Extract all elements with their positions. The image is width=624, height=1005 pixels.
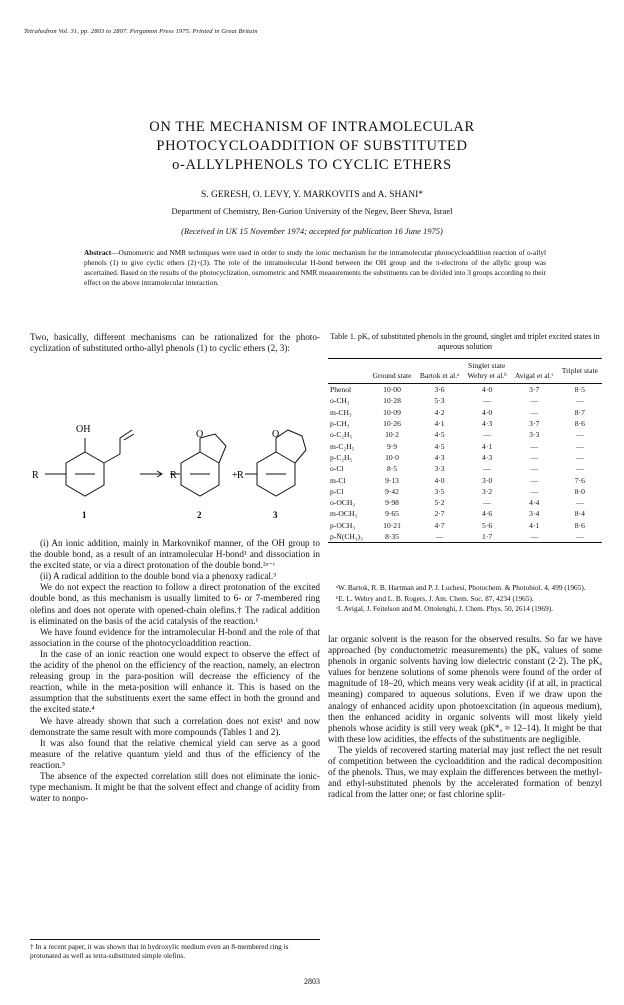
compound-number-3: 3 xyxy=(273,510,278,520)
left-paragraph-4: We do not expect the reaction to follow a direct protonation of the excited double bond, as this mechanism is usually limited to 6- or 7-membered ring olefins and does not operate with opened-chain olefins.† The radical addition is eliminated on the basis of the acid catalysis of the reaction.¹ xyxy=(30,582,320,626)
compound-number-1: 1 xyxy=(82,510,87,520)
header-avigal: Avigal et al.ᶜ xyxy=(514,370,554,380)
abstract xyxy=(84,248,546,288)
received-date: (Received in UK 15 November 1974; accepted for publication 16 June 1975) xyxy=(181,226,443,236)
table-cell: 1·7 xyxy=(482,532,493,541)
table-row xyxy=(328,463,602,474)
title-line-2: PHOTOCYCLOADDITION OF SUBSTITUTED xyxy=(156,138,468,154)
table-row xyxy=(328,486,602,497)
table-footnote-c: ᶜI. Avigal, J. Feitelson and M. Ottolenghi, J. Chem. Phys. 50, 2614 (1969). xyxy=(336,604,553,613)
table-cell: 4·1 xyxy=(529,520,540,530)
r-label-2: R xyxy=(170,470,177,481)
table-cell: — xyxy=(576,532,584,541)
table-cell: — xyxy=(530,475,539,485)
table-cell: 5·3 xyxy=(434,396,445,406)
table-cell: 8·5 xyxy=(386,464,398,474)
left-paragraph-3: (ii) A radical addition to the double bond via a phenoxy radical.³ xyxy=(40,571,276,582)
table-cell: 3·6 xyxy=(434,385,445,395)
affiliation: Department of Chemistry, Ben-Gurion University of the Negev, Beer Sheva, Israel xyxy=(171,206,453,216)
table-cell: 4·1 xyxy=(434,419,445,429)
table-cell: — xyxy=(576,464,584,474)
table-row-label: o-Cl xyxy=(330,464,344,474)
table-cell: 3·0 xyxy=(482,475,493,485)
table-row-label: Phenol xyxy=(330,385,352,395)
table-body xyxy=(328,384,602,543)
left-paragraph-7: We have already shown that such a correlation does not exist¹ and now demonstrate the same result with more compounds (Tables 1 and 2). xyxy=(30,715,320,737)
table-row-label: m-C₂H₅ xyxy=(330,441,355,451)
plus-sign: + xyxy=(232,470,238,481)
oxygen-label-3: O xyxy=(272,429,280,440)
table-footnote-b: ᵇE. L. Wehry and L. B. Rogers, J. Am. Chem. Soc. 87, 4234 (1965). xyxy=(336,593,534,603)
left-column-top xyxy=(30,332,320,354)
table-footnote-a: ᵃW. Bartok, R. B. Hartman and P. J. Luchesi, Photochem. & Photobiol. 4, 499 (1965). xyxy=(336,583,586,592)
table-cell: 4·0 xyxy=(482,385,493,395)
table-cell: — xyxy=(530,486,539,496)
table-row xyxy=(328,497,602,508)
table-caption: Table 1. pKₐ of substituted phenols in the ground, singlet and triplet excited states in aqueous solution xyxy=(330,332,600,351)
table-row-label: p-CH₃ xyxy=(330,419,350,429)
table-cell: 10·26 xyxy=(383,419,401,429)
table-cell: — xyxy=(435,532,444,541)
table-cell: 9·9 xyxy=(386,441,398,451)
table-row xyxy=(328,531,602,542)
table-cell: 4·5 xyxy=(434,430,445,440)
table-cell: 3·4 xyxy=(529,509,540,519)
journal-citation-line: Tetrahedron Vol. 31, pp. 2803 to 2807. Pergamon Press 1975. Printed in Great Britain xyxy=(24,28,258,35)
table-cell: 4·7 xyxy=(434,520,445,530)
table-cell: 4·3 xyxy=(482,419,493,429)
header-ground: Ground state xyxy=(372,370,412,380)
table-cell: 3·3 xyxy=(434,464,445,474)
table-cell: 4·1 xyxy=(482,441,493,451)
table-row-label: p-N̄(CH₃)₃ xyxy=(330,532,363,541)
left-paragraph-9: The absence of the expected correlation still does not eliminate the ionic-type mechanism. It might be that the solvent effect and change of acidity from water to nonpo- xyxy=(30,770,320,804)
pka-table xyxy=(328,358,602,543)
table-cell: 8·0 xyxy=(574,486,585,496)
table-cell: 8·35 xyxy=(385,532,399,541)
table-cell: 3·5 xyxy=(434,486,445,496)
table-cell: 8·6 xyxy=(574,520,585,530)
table-cell: — xyxy=(530,464,539,474)
table-row xyxy=(328,384,602,396)
table-row xyxy=(328,418,602,429)
right-paragraph-2: The yields of recovered starting material may just reflect the net result of competition between the cycloaddition and the radical decomposition of the phenols. Thus, we may explain the differences between the methyl- and ethyl-substituted phenols by the accelerated formation of benzyl radical from the latter one; or fast chlorine split- xyxy=(328,744,602,800)
table-row-label: p-OCH₃ xyxy=(330,520,356,530)
oxygen-label-2: O xyxy=(196,429,204,440)
abstract-label: Abstract xyxy=(84,248,112,257)
header-bartok: Bartok et al.ᵃ xyxy=(419,370,460,380)
table-row-label: o-CH₃ xyxy=(330,396,350,406)
table-cell: 8·4 xyxy=(574,509,585,519)
table-cell: — xyxy=(576,430,584,440)
left-footnote: † In a recent paper, it was shown that in hydroxylic medium even an 8-membered ring is protonated as well as tetra-substituted simple olefins. xyxy=(30,939,320,961)
left-paragraph-2: (i) An ionic addition, mainly in Markovnikof manner, of the OH group to the double bond, as a result of an intramolecular H-bond¹ and dissociation in the excited state, or via a direct protonation of the double bond.²ᵃ⁻ᶜ xyxy=(30,538,320,571)
table-cell: — xyxy=(530,452,539,462)
table-row xyxy=(328,429,602,440)
table-cell: 10·09 xyxy=(383,407,401,417)
table-cell: 7·6 xyxy=(574,475,585,485)
table-row xyxy=(328,395,602,406)
table-footnotes xyxy=(328,583,602,615)
table-row xyxy=(328,474,602,485)
table-row xyxy=(328,508,602,519)
table-cell: 3·2 xyxy=(482,486,493,496)
table-cell: 10·00 xyxy=(383,385,401,395)
header-wehry: Wehry et al.ᵇ xyxy=(467,370,507,380)
table-row-label: o-OCH₃ xyxy=(330,498,356,508)
page-number: 2803 xyxy=(304,977,320,986)
left-paragraph-5: We have found evidence for the intramolecular H-bond and the role of that association in the course of the photocycloaddition reaction. xyxy=(30,626,320,648)
abstract-text: —Osmometric and NMR techniques were used in order to study the ionic mechanism for the intramolecular photocycloaddition reaction of o-allyl phenols (1) to give cyclic ethers (2)+(3). The role of the intramolecular H-bond between the OH group and the π-electrons of the allylic group was ascertained. Based on the results of the photocyclization, osmometric and NMR measurements the substituents can be divided into 3 groups according to their effect on the above intramolecular interaction. xyxy=(84,248,546,287)
table-cell: 9·42 xyxy=(385,486,399,496)
table-cell: 4·0 xyxy=(434,475,445,485)
table-cell: — xyxy=(483,430,491,440)
table-cell: 4·0 xyxy=(482,407,493,417)
table-cell: 10·2 xyxy=(385,430,399,440)
table-cell: 8·7 xyxy=(574,407,585,417)
left-paragraph-6: In the case of an ionic reaction one would expect to observe the effect of the acidity of the phenol on the efficiency of the reaction, namely, an electron releasing group in the para-position will decrease the efficiency of the reaction, while in the meta-position will enhance it. This is based on the assumption that the substituents exert the same effect in both the ground and the excited state.⁴ xyxy=(30,648,320,715)
table-cell: — xyxy=(530,396,539,406)
table-cell: 2·7 xyxy=(434,509,445,519)
table-cell: — xyxy=(483,464,491,474)
table-cell: 4·3 xyxy=(434,452,445,462)
table-row xyxy=(328,452,602,463)
table-cell: 4·4 xyxy=(529,498,540,508)
table-row-label: p-Cl xyxy=(330,486,344,496)
table-row xyxy=(328,440,602,451)
table-cell: 10·28 xyxy=(383,396,401,406)
table-cell: 8·5 xyxy=(574,385,585,395)
r-label-3: R xyxy=(237,470,244,481)
table-cell: — xyxy=(576,498,584,508)
table-row-label: m-CH₃ xyxy=(330,407,352,417)
singlet-group-header: Singlet state xyxy=(468,361,506,370)
table-cell: — xyxy=(530,441,539,451)
left-column-body xyxy=(30,538,320,804)
paper-title xyxy=(0,118,624,175)
table-cell: 3·7 xyxy=(529,419,540,429)
table-row-label: p-C₂H₅ xyxy=(330,452,353,462)
table-cell: 3·7 xyxy=(529,385,540,395)
table-cell: — xyxy=(530,407,539,417)
title-line-3: o-ALLYLPHENOLS TO CYCLIC ETHERS xyxy=(172,157,452,173)
authors: S. GERESH, O. LEVY, Y. MARKOVITS and A. SHANI* xyxy=(200,190,424,200)
table-cell: — xyxy=(483,396,491,406)
table-cell: — xyxy=(576,396,584,406)
compound-number-2: 2 xyxy=(197,510,202,520)
reaction-scheme xyxy=(30,418,320,528)
table-cell: 9·13 xyxy=(385,475,399,485)
table-cell: 4·3 xyxy=(482,452,493,462)
table-row xyxy=(328,520,602,531)
table-cell: 9·65 xyxy=(385,509,399,519)
table-cell: 10·21 xyxy=(383,520,401,530)
table-cell: — xyxy=(530,532,539,541)
table-cell: 4·6 xyxy=(482,509,493,519)
table-cell: 10·0 xyxy=(385,452,399,462)
right-paragraph-1: lar organic solvent is the reason for the observed results. So far we have approached (by conductometric measurements) the pKₐ values of some phenols in organic solvents having low dielectric constant (2·2). The pKₐ values for benzene solutions of some phenols were found of the order of magnitude of 18–20, which means very weak acidity (if at all, in practical meaning) compared to aqueous solutions. Even if we draw upon the analogy of enhanced acidity upon photoexcitation (in aqueous medium), then the enhanced acidity in organic solvents will most likely yield phenols whose acidity is still very weak (pK*ₐ ≈ 12–14). It might be that with these low acidities, the effects of the substituents are negligible. xyxy=(328,634,602,744)
title-line-1: ON THE MECHANISM OF INTRAMOLECULAR xyxy=(149,119,475,135)
table-row-label: m-OCH₃ xyxy=(330,509,358,519)
table-cell: 9·98 xyxy=(385,498,399,508)
r-label-1: R xyxy=(32,470,39,481)
table-row xyxy=(328,407,602,418)
table-cell: 3·3 xyxy=(529,430,540,440)
table-cell: — xyxy=(576,441,584,451)
table-cell: — xyxy=(576,452,584,462)
table-row-label: m-Cl xyxy=(330,475,346,485)
table-cell: 8·6 xyxy=(574,419,585,429)
right-column-body xyxy=(328,634,602,800)
triplet-group-header: Triplet state xyxy=(561,365,598,375)
table-cell: — xyxy=(483,498,491,508)
table-row-label: o-C₂H₅ xyxy=(330,430,353,440)
oh-label: OH xyxy=(76,424,91,435)
table-cell: 5·2 xyxy=(434,498,445,508)
table-cell: 4·5 xyxy=(434,441,445,451)
table-cell: 4·2 xyxy=(434,407,445,417)
left-paragraph-1: Two, basically, different mechanisms can be rationalized for the photo-cyclization of substituted ortho-allyl phenols (1) to cyclic ethers (2, 3): xyxy=(30,332,320,354)
left-paragraph-8: It was also found that the relative chemical yield can serve as a good measure of the relative quantum yield and thus of the efficiency of the reaction.⁵ xyxy=(30,737,320,770)
table-cell: 5·6 xyxy=(482,520,493,530)
